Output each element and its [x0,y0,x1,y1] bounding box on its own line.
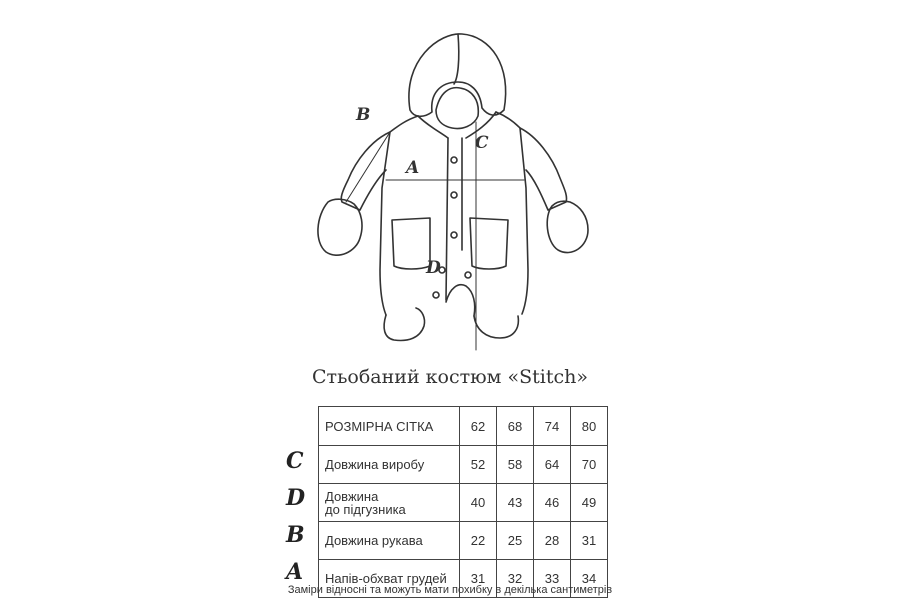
row-label: Довжина рукава [319,522,460,560]
size-header: 80 [571,407,608,446]
table-cell: 22 [460,522,497,560]
table-cell: 58 [497,446,534,484]
table-row [319,446,608,484]
row-label: Напів-обхват грудей [319,560,460,598]
diagram-letter-d: D [426,258,441,278]
size-header: 62 [460,407,497,446]
size-chart-table [318,406,608,598]
table-cell: 40 [460,484,497,522]
row-letter-d: D [286,485,306,511]
row-letter-c: C [286,448,304,474]
diagram-letter-a: A [406,158,420,178]
hood-seam [454,34,459,84]
row-label [319,484,460,522]
table-row [319,484,608,522]
table-cell: 31 [571,522,608,560]
diagram-letter-b: В [356,105,371,125]
sleeve-measure-line [346,132,390,202]
size-header: 74 [534,407,571,446]
left-pocket [392,218,430,269]
table-cell: 32 [497,560,534,598]
table-cell: 34 [571,560,608,598]
table-cell: 64 [534,446,571,484]
table-cell: 43 [497,484,534,522]
crotch [446,285,475,316]
jumpsuit-illustration [290,20,620,360]
body-left [380,116,418,315]
row-label-line2: до підгузника [325,501,406,517]
row-letter-b: В [286,522,305,548]
table-cell: 70 [571,446,608,484]
header-label: РОЗМІРНА СІТКА [319,407,460,446]
size-header: 68 [497,407,534,446]
row-label-line1: Довжина [325,488,379,504]
table-cell: 52 [460,446,497,484]
right-mitten [547,201,588,252]
row-letter-a: A [286,559,304,585]
table-cell: 46 [534,484,571,522]
table-cell: 33 [534,560,571,598]
table-cell: 31 [460,560,497,598]
right-foot [474,316,518,338]
measurement-footnote: Заміри відносні та можуть мати похибку в декілька сантиметрів [287,584,613,596]
face-opening [436,88,478,129]
table-header-row [319,407,608,446]
product-title: Стьобаний костюм «Stitch» [312,366,588,388]
body-right [496,112,528,314]
diagram-letter-c: C [475,133,489,153]
table-row [319,522,608,560]
row-label: Довжина виробу [319,446,460,484]
table-cell: 28 [534,522,571,560]
table-cell: 49 [571,484,608,522]
table-cell: 25 [497,522,534,560]
left-foot [384,308,424,340]
